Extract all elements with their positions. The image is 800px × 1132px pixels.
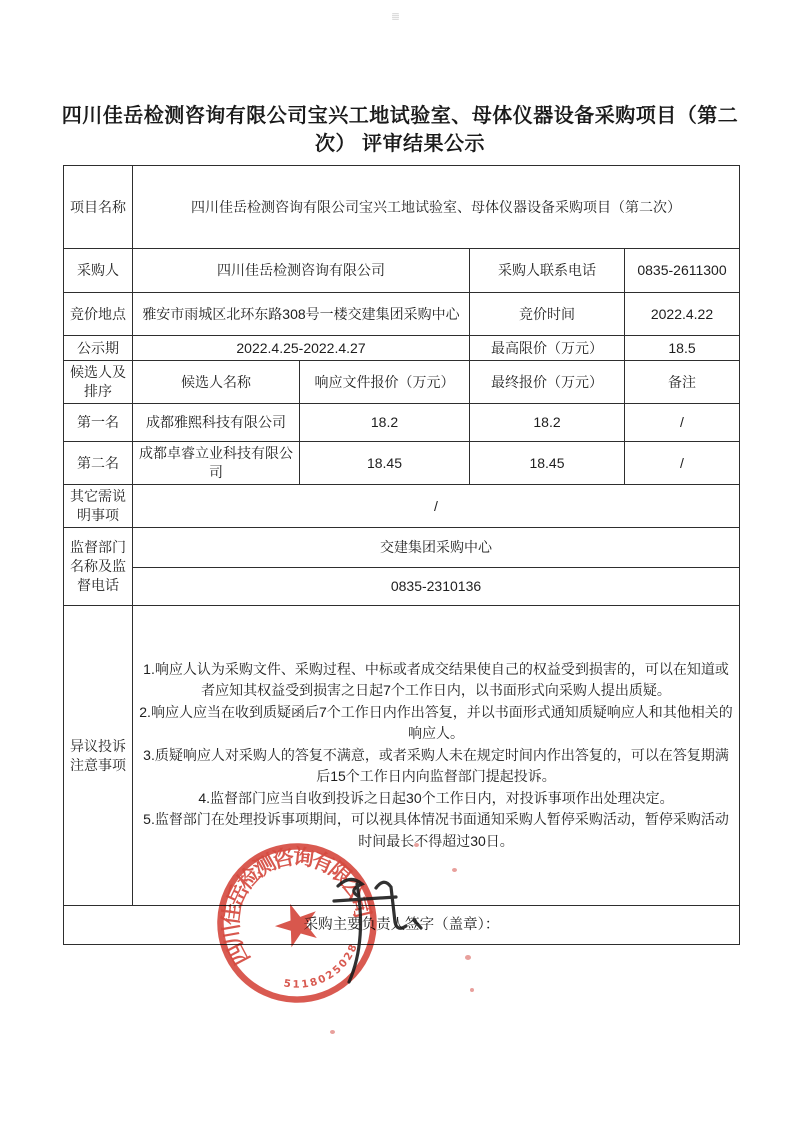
signature-row	[64, 906, 740, 945]
complaint-item-2: 2.响应人应当在收到质疑函后7个工作日内作出答复，并以书面形式通知质疑响应人和其他相关的响应人。	[139, 703, 733, 742]
rank-2-label: 第二名	[64, 442, 133, 485]
other-notes-value: /	[133, 485, 740, 528]
page-title: 四川佳岳检测咨询有限公司宝兴工地试验室、母体仪器设备采购项目（第二次） 评审结果公示	[61, 105, 739, 155]
bidding-place-value: 雅安市雨城区北环东路308号一楼交建集团采购中心	[133, 293, 470, 336]
purchaser-phone-value: 0835-2611300	[625, 249, 740, 293]
candidate-2-final-price: 18.45	[470, 442, 625, 485]
purchaser-value: 四川佳岳检测咨询有限公司	[133, 249, 470, 293]
candidate-row-1	[64, 404, 740, 442]
table-row	[64, 606, 740, 906]
publicity-period-value: 2022.4.25-2022.4.27	[133, 336, 470, 361]
table-row	[64, 336, 740, 361]
max-price-value: 18.5	[625, 336, 740, 361]
ink-speckle	[465, 955, 471, 960]
candidate-2-remark: /	[625, 442, 740, 485]
complaint-item-5: 5.监督部门在处理投诉事项期间，可以视具体情况书面通知采购人暂停采购活动，暂停采购活动时间最长不得超过30日。	[143, 811, 729, 849]
supervision-dept-value: 交建集团采购中心	[133, 528, 740, 568]
candidate-2-name: 成都卓睿立业科技有限公司	[133, 442, 300, 485]
svg-text:5118025028	[275, 938, 369, 999]
candidates-label: 候选人及排序	[64, 361, 133, 404]
signature-label: 采购主要负责人签字（盖章）：	[64, 906, 740, 945]
table-row	[64, 568, 740, 606]
ink-speckle	[330, 1030, 335, 1034]
scan-artifact	[392, 13, 399, 20]
purchaser-label: 采购人	[64, 249, 133, 293]
table-row	[64, 293, 740, 336]
other-notes-label: 其它需说明事项	[64, 485, 133, 528]
results-table	[63, 165, 740, 945]
table-row	[64, 166, 740, 249]
candidate-1-response-price: 18.2	[300, 404, 470, 442]
project-name-label: 项目名称	[64, 166, 133, 249]
star-icon: ★	[263, 886, 333, 964]
table-row	[64, 528, 740, 568]
table-row	[64, 249, 740, 293]
table-row	[64, 485, 740, 528]
candidate-row-2	[64, 442, 740, 485]
complaint-item-3: 3.质疑响应人对采购人的答复不满意，或者采购人未在规定时间内作出答复的，可以在答复期满后15个工作日内向监督部门提起投诉。	[143, 746, 729, 785]
complaint-label: 异议投诉注意事项	[64, 606, 133, 906]
complaint-item-4: 4.监督部门应当自收到投诉之日起30个工作日内，对投诉事项作出处理决定。	[198, 789, 674, 806]
max-price-label: 最高限价（万元）	[470, 336, 625, 361]
final-price-header: 最终报价（万元）	[470, 361, 625, 404]
bidding-place-label: 竞价地点	[64, 293, 133, 336]
seal-company-name: 四川佳岳检测咨询有限公司	[218, 844, 375, 969]
rank-1-label: 第一名	[64, 404, 133, 442]
ink-speckle	[470, 988, 474, 992]
table-header-row	[64, 361, 740, 404]
bidding-time-label: 竞价时间	[470, 293, 625, 336]
complaint-notes-cell	[133, 606, 740, 906]
candidate-2-response-price: 18.45	[300, 442, 470, 485]
complaint-item-1: 1.响应人认为采购文件、采购过程、中标或者成交结果使自己的权益受到损害的，可以在知道或者应知其权益受到损害之日起7个工作日内，以书面形式向采购人提出质疑。	[143, 660, 729, 699]
project-name-value: 四川佳岳检测咨询有限公司宝兴工地试验室、母体仪器设备采购项目（第二次）	[133, 166, 740, 249]
candidate-name-header: 候选人名称	[133, 361, 300, 404]
candidate-1-name: 成都雅熙科技有限公司	[133, 404, 300, 442]
purchaser-phone-label: 采购人联系电话	[470, 249, 625, 293]
bidding-time-value: 2022.4.22	[625, 293, 740, 336]
publicity-period-label: 公示期	[64, 336, 133, 361]
supervision-label: 监督部门名称及监督电话	[64, 528, 133, 606]
remark-header: 备注	[625, 361, 740, 404]
supervision-phone-value: 0835-2310136	[133, 568, 740, 606]
candidate-1-remark: /	[625, 404, 740, 442]
seal-serial-number: 5118025028	[282, 940, 361, 991]
candidate-1-final-price: 18.2	[470, 404, 625, 442]
response-price-header: 响应文件报价（万元）	[300, 361, 470, 404]
